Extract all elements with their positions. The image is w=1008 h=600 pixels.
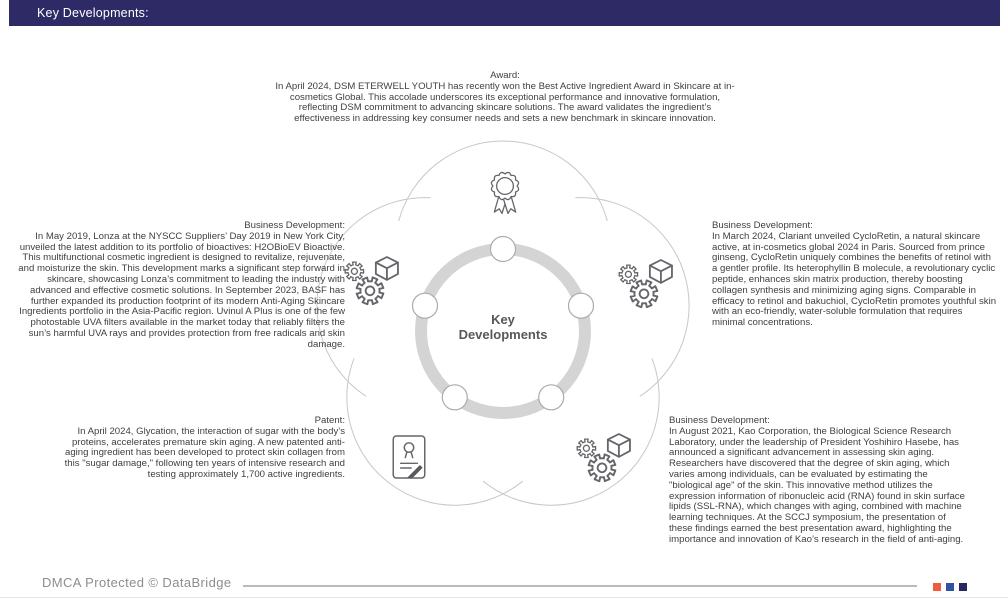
section-business-bottom-right-body: In August 2021, Kao Corporation, the Biological Science Research Laboratory, under the leadership of President Yoshihiro Hasebe, has announced a significant advancement in assessing skin aging. Researchers have discovered that the degree of skin aging, which varies among individuals, can be evaluated by estimating the "biological age" of the skin. This innovative method utilizes the expression information of ribonucleic acid (RNA) found in skin surface lipids (SSL-RNA), which changes with aging, combined with machine learning techniques. At the SCCJ symposium, the presentation of these findings earned the best presentation award, highlighting the importance and innovation of Kao’s research in the field of anti-aging. xyxy=(669,425,965,545)
gears-cube-icon-right xyxy=(619,260,672,311)
section-business-right-heading: Business Development: xyxy=(712,220,813,231)
patent-certificate-icon xyxy=(393,436,425,478)
footer-divider-line xyxy=(243,585,917,587)
section-business-development-bottom-right xyxy=(669,416,966,546)
dmca-watermark: DMCA Protected © DataBridge xyxy=(42,575,232,590)
node-lower-right xyxy=(539,385,564,410)
node-lower-left xyxy=(442,385,467,410)
section-award-heading: Award: xyxy=(490,70,520,81)
section-business-right-body: In March 2024, Clariant unveiled CycloRetin, a natural skincare active, at in-cosmetics global 2024 in Paris. Sourced from prince ginseng, CycloRetin uniquely combines the benefits of retinol with a gentler profile. Its heterophyllin B molecule, a revolutionary cyclic peptide, enhances skin matrix production, thereby boosting collagen synthesis and minimizing aging signs. Comparable in efficacy to retinol and bakuchiol, CycloRetin promotes youthful skin with an eco-friendly, water-soluble formulation that requires minimal concentrations. xyxy=(712,230,997,329)
slide-bottom-border xyxy=(0,597,1008,598)
section-business-left-heading: Business Development: xyxy=(244,220,345,231)
footer-square xyxy=(933,583,941,591)
section-business-development-left xyxy=(14,221,345,351)
gears-cube-icon-left xyxy=(345,257,398,308)
footer-square xyxy=(959,583,967,591)
node-upper-left xyxy=(413,293,438,318)
award-ribbon-icon xyxy=(491,172,518,213)
node-upper-right xyxy=(569,293,594,318)
diagram-center-title: Key Developments xyxy=(458,312,548,342)
section-patent-heading: Patent: xyxy=(314,415,345,426)
gears-cube-icon-bottom-right xyxy=(577,434,630,485)
section-award-body: In April 2024, DSM ETERWELL YOUTH has recently won the Best Active Ingredient Award in Skincare at in-cosmetics Global. This accolade underscores its exceptional performance and innovative formulation, reflecting DSM commitment to advancing skincare solutions. The award validates the ingredient’s effectiveness in addressing key consumer needs and sets a new benchmark in skincare innovation. xyxy=(275,80,735,125)
footer-square xyxy=(946,583,954,591)
section-patent-body: In April 2024, Glycation, the interaction of sugar with the body’s proteins, accelerates premature skin aging. A new patented anti-aging ingredient has been developed to protect skin collagen from this "sugar damage," following ten years of intensive research and testing approximately 1,700 active ingredients. xyxy=(64,425,345,480)
node-top xyxy=(491,237,516,262)
page-title: Key Developments: xyxy=(37,6,149,20)
section-business-left-body: In May 2019, Lonza at the NYSCC Suppliers’ Day 2019 in New York City, unveiled the latest addition to its portfolio of bioactives: H2OBioEV Bioactive. This multifunctional cosmetic ingredient is designed to revitalize, rejuvenate, and moisturize the skin. This development marks a significant step forward in skincare, showcasing Lonza’s commitment to leading the industry with advanced and effective cosmetic solutions. In September 2023, BASF has further expanded its production footprint of its modern Anti-Aging Skincare Ingredients portfolio in the Asia-Pacific region. Uvinul A Plus is one of the few photostable UVA filters available in the market today that reliably filters the sun’s harmful UVA rays and provides protection from free radicals and skin damage. xyxy=(18,230,345,350)
section-business-development-right xyxy=(712,221,997,329)
section-patent xyxy=(50,416,345,481)
section-award xyxy=(272,71,738,125)
section-business-bottom-right-heading: Business Development: xyxy=(669,415,770,426)
